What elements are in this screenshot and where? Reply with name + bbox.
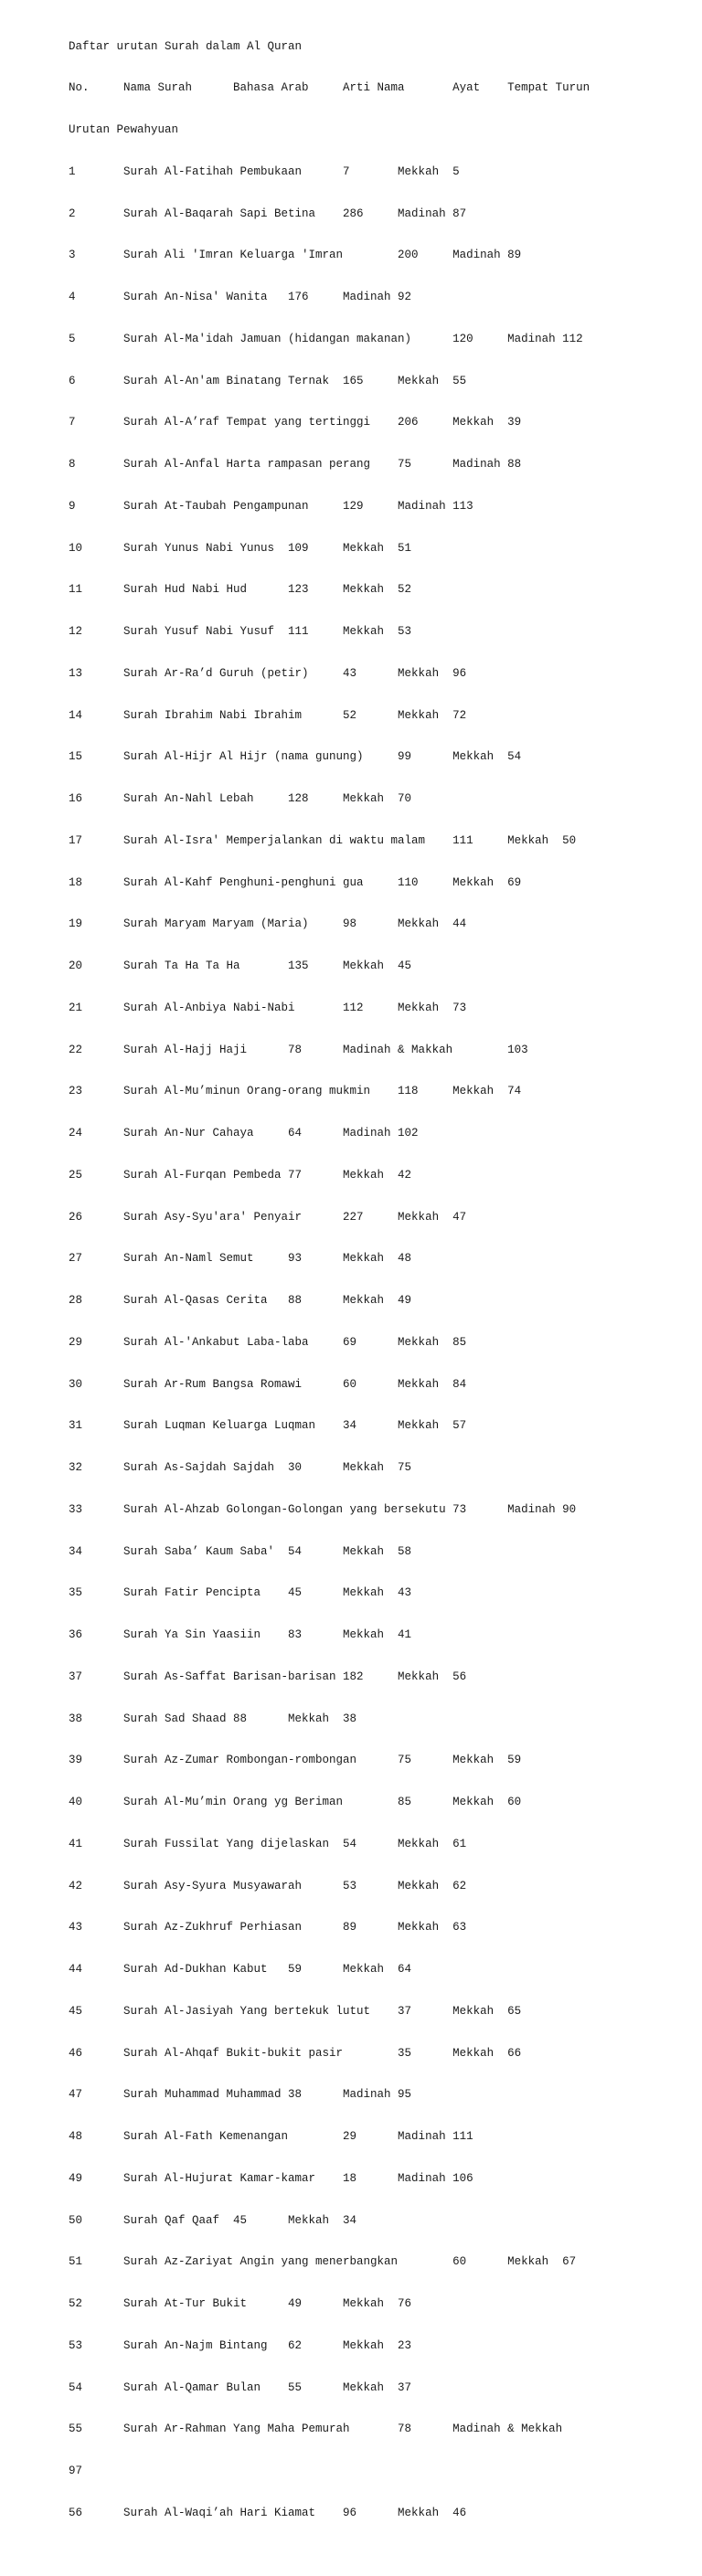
table-row: 18 Surah Al-Kahf Penghuni-penghuni gua 110 Mekkah 69 [69, 875, 522, 889]
table-row: 15 Surah Al-Hijr Al Hijr (nama gunung) 99 Mekkah 54 [69, 750, 522, 764]
table-row: 44 Surah Ad-Dukhan Kabut 59 Mekkah 64 [69, 1963, 412, 1976]
table-row: 14 Surah Ibrahim Nabi Ibrahim 52 Mekkah 72 [69, 708, 467, 722]
table-row: 7 Surah Al-A’raf Tempat yang tertinggi 206 Mekkah 39 [69, 416, 522, 429]
table-row: 50 Surah Qaf Qaaf 45 Mekkah 34 [69, 2213, 357, 2227]
table-row: 35 Surah Fatir Pencipta 45 Mekkah 43 [69, 1586, 412, 1600]
table-header: No. Nama Surah Bahasa Arab Arti Nama Ayat Tempat Turun [69, 81, 590, 95]
table-row: 52 Surah At-Tur Bukit 49 Mekkah 76 [69, 2297, 412, 2310]
table-row: 54 Surah Al-Qamar Bulan 55 Mekkah 37 [69, 2380, 412, 2394]
document-title: Daftar urutan Surah dalam Al Quran [69, 39, 303, 53]
table-row [69, 2549, 690, 2562]
table-row: 9 Surah At-Taubah Pengampunan 129 Madinah 113 [69, 499, 473, 513]
table-row: 97 [69, 2465, 83, 2477]
table-row: 25 Surah Al-Furqan Pembeda 77 Mekkah 42 [69, 1168, 412, 1182]
table-row: 49 Surah Al-Hujurat Kamar-kamar 18 Madinah 106 [69, 2171, 473, 2185]
table-row: 46 Surah Al-Ahqaf Bukit-bukit pasir 35 Mekkah 66 [69, 2046, 522, 2060]
table-row: 4 Surah An-Nisa' Wanita 176 Madinah 92 [69, 291, 412, 303]
table-row: 11 Surah Hud Nabi Hud 123 Mekkah 52 [69, 583, 412, 597]
table-row: 29 Surah Al-'Ankabut Laba-laba 69 Mekkah 85 [69, 1335, 467, 1349]
table-row: 40 Surah Al-Mu’min Orang yg Beriman 85 Mekkah 60 [69, 1796, 522, 1808]
table-row: 30 Surah Ar-Rum Bangsa Romawi 60 Mekkah 84 [69, 1377, 467, 1391]
table-row: 55 Surah Ar-Rahman Yang Maha Pemurah 78 Madinah & Mekkah [69, 2422, 563, 2436]
table-row: 37 Surah As-Saffat Barisan-barisan 182 Mekkah 56 [69, 1670, 467, 1683]
table-row: 26 Surah Asy-Syu'ara' Penyair 227 Mekkah 47 [69, 1210, 467, 1224]
table-row: 19 Surah Maryam Maryam (Maria) 98 Mekkah 44 [69, 917, 467, 931]
table-row: 28 Surah Al-Qasas Cerita 88 Mekkah 49 [69, 1294, 412, 1307]
table-row: 17 Surah Al-Isra' Memperjalankan di waktu malam 111 Mekkah 50 [69, 833, 577, 847]
table-row: 38 Surah Sad Shaad 88 Mekkah 38 [69, 1712, 357, 1725]
table-row: 33 Surah Al-Ahzab Golongan-Golongan yang bersekutu 73 Madinah 90 [69, 1502, 577, 1516]
table-row: 12 Surah Yusuf Nabi Yusuf 111 Mekkah 53 [69, 625, 412, 638]
table-row: 36 Surah Ya Sin Yaasiin 83 Mekkah 41 [69, 1628, 412, 1641]
table-row: 1 Surah Al-Fatihah Pembukaan 7 Mekkah 5 [69, 164, 460, 178]
table-row: 3 Surah Ali 'Imran Keluarga 'Imran 200 Madinah 89 [69, 249, 522, 262]
table-row: 53 Surah An-Najm Bintang 62 Mekkah 23 [69, 2338, 412, 2352]
table-row: 34 Surah Saba’ Kaum Saba' 54 Mekkah 58 [69, 1544, 412, 1558]
table-row: 10 Surah Yunus Nabi Yunus 109 Mekkah 51 [69, 541, 412, 555]
table-row: 42 Surah Asy-Syura Musyawarah 53 Mekkah 62 [69, 1879, 467, 1892]
table-row: 45 Surah Al-Jasiyah Yang bertekuk lutut 37 Mekkah 65 [69, 2004, 522, 2018]
table-row: 31 Surah Luqman Keluarga Luqman 34 Mekkah 57 [69, 1419, 467, 1433]
table-row: 13 Surah Ar-Ra’d Guruh (petir) 43 Mekkah 96 [69, 666, 467, 680]
table-header-continued: Urutan Pewahyuan [69, 123, 179, 136]
document-text [69, 12, 690, 2576]
table-row: 21 Surah Al-Anbiya Nabi-Nabi 112 Mekkah 73 [69, 1001, 467, 1014]
table-row: 8 Surah Al-Anfal Harta rampasan perang 75 Madinah 88 [69, 458, 522, 471]
table-row: 22 Surah Al-Hajj Haji 78 Madinah & Makkah 103 [69, 1043, 528, 1056]
table-row: 39 Surah Az-Zumar Rombongan-rombongan 75 Mekkah 59 [69, 1754, 522, 1767]
table-row: 24 Surah An-Nur Cahaya 64 Madinah 102 [69, 1127, 419, 1140]
table-row: 6 Surah Al-An'am Binatang Ternak 165 Mekkah 55 [69, 374, 467, 387]
table-row: 41 Surah Fussilat Yang dijelaskan 54 Mekkah 61 [69, 1837, 467, 1850]
table-row: 23 Surah Al-Mu’minun Orang-orang mukmin 118 Mekkah 74 [69, 1085, 522, 1098]
table-row: 2 Surah Al-Baqarah Sapi Betina 286 Madinah 87 [69, 207, 467, 220]
table-row: 16 Surah An-Nahl Lebah 128 Mekkah 70 [69, 792, 412, 805]
table-row: 27 Surah An-Naml Semut 93 Mekkah 48 [69, 1252, 412, 1266]
table-row-wrap: 56 Surah Al-Waqi’ah Hari Kiamat 96 Mekkah 46 [69, 2506, 467, 2519]
table-row: 48 Surah Al-Fath Kemenangan 29 Madinah 111 [69, 2130, 473, 2143]
table-row: 20 Surah Ta Ha Ta Ha 135 Mekkah 45 [69, 959, 412, 972]
table-row: 51 Surah Az-Zariyat Angin yang menerbangkan 60 Mekkah 67 [69, 2255, 577, 2269]
table-row: 43 Surah Az-Zukhruf Perhiasan 89 Mekkah 63 [69, 1921, 467, 1935]
table-row: 47 Surah Muhammad Muhammad 38 Madinah 95 [69, 2088, 412, 2102]
table-row: 32 Surah As-Sajdah Sajdah 30 Mekkah 75 [69, 1461, 412, 1474]
table-row: 5 Surah Al-Ma'idah Jamuan (hidangan makanan) 120 Madinah 112 [69, 332, 583, 345]
